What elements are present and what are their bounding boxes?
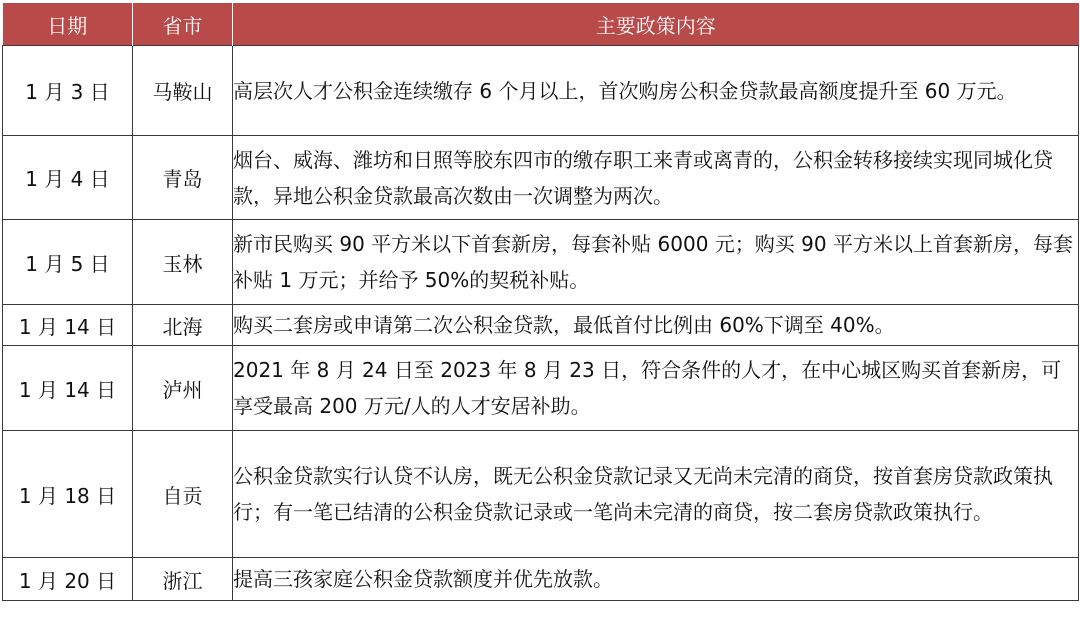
- table-row: [3, 305, 1079, 346]
- row-content: 公积金贷款实行认贷不认房，既无公积金贷款记录又无尚未完清的商贷，按首套房贷款政策执行；有一笔已结清的公积金贷款记录或一笔尚未完清的商贷，按二套房贷款政策执行。: [233, 431, 1079, 558]
- row-city: 青岛: [133, 136, 233, 220]
- row-content: 2021 年 8 月 24 日至 2023 年 8 月 23 日，符合条件的人才，在中心城区购买首套新房，可享受最高 200 万元/人的人才安居补助。: [233, 346, 1079, 431]
- row-date: 1 月 14 日: [3, 305, 133, 346]
- row-city: 玉林: [133, 220, 233, 305]
- header-date: 日期: [3, 3, 133, 46]
- table-row: [3, 346, 1079, 431]
- table-header-row: [3, 3, 1079, 46]
- table-row: [3, 46, 1079, 136]
- row-city: 浙江: [133, 558, 233, 601]
- row-content: 新市民购买 90 平方米以下首套新房，每套补贴 6000 元；购买 90 平方米以上首套新房，每套补贴 1 万元；并给予 50%的契税补贴。: [233, 220, 1079, 305]
- table-row: [3, 558, 1079, 601]
- row-date: 1 月 3 日: [3, 46, 133, 136]
- row-city: 泸州: [133, 346, 233, 431]
- row-city: 北海: [133, 305, 233, 346]
- header-content: 主要政策内容: [233, 3, 1079, 46]
- policy-table: [2, 3, 1079, 601]
- row-date: 1 月 20 日: [3, 558, 133, 601]
- row-date: 1 月 18 日: [3, 431, 133, 558]
- row-content: 购买二套房或申请第二次公积金贷款，最低首付比例由 60%下调至 40%。: [233, 305, 1079, 346]
- row-date: 1 月 14 日: [3, 346, 133, 431]
- row-city: 自贡: [133, 431, 233, 558]
- table-row: [3, 220, 1079, 305]
- row-content: 提高三孩家庭公积金贷款额度并优先放款。: [233, 558, 1079, 601]
- row-content: 高层次人才公积金连续缴存 6 个月以上，首次购房公积金贷款最高额度提升至 60 万元。: [233, 46, 1079, 136]
- row-date: 1 月 4 日: [3, 136, 133, 220]
- row-date: 1 月 5 日: [3, 220, 133, 305]
- table-row: [3, 431, 1079, 558]
- row-content: 烟台、威海、潍坊和日照等胶东四市的缴存职工来青或离青的，公积金转移接续实现同城化贷款，异地公积金贷款最高次数由一次调整为两次。: [233, 136, 1079, 220]
- row-city: 马鞍山: [133, 46, 233, 136]
- table-row: [3, 136, 1079, 220]
- header-city: 省市: [133, 3, 233, 46]
